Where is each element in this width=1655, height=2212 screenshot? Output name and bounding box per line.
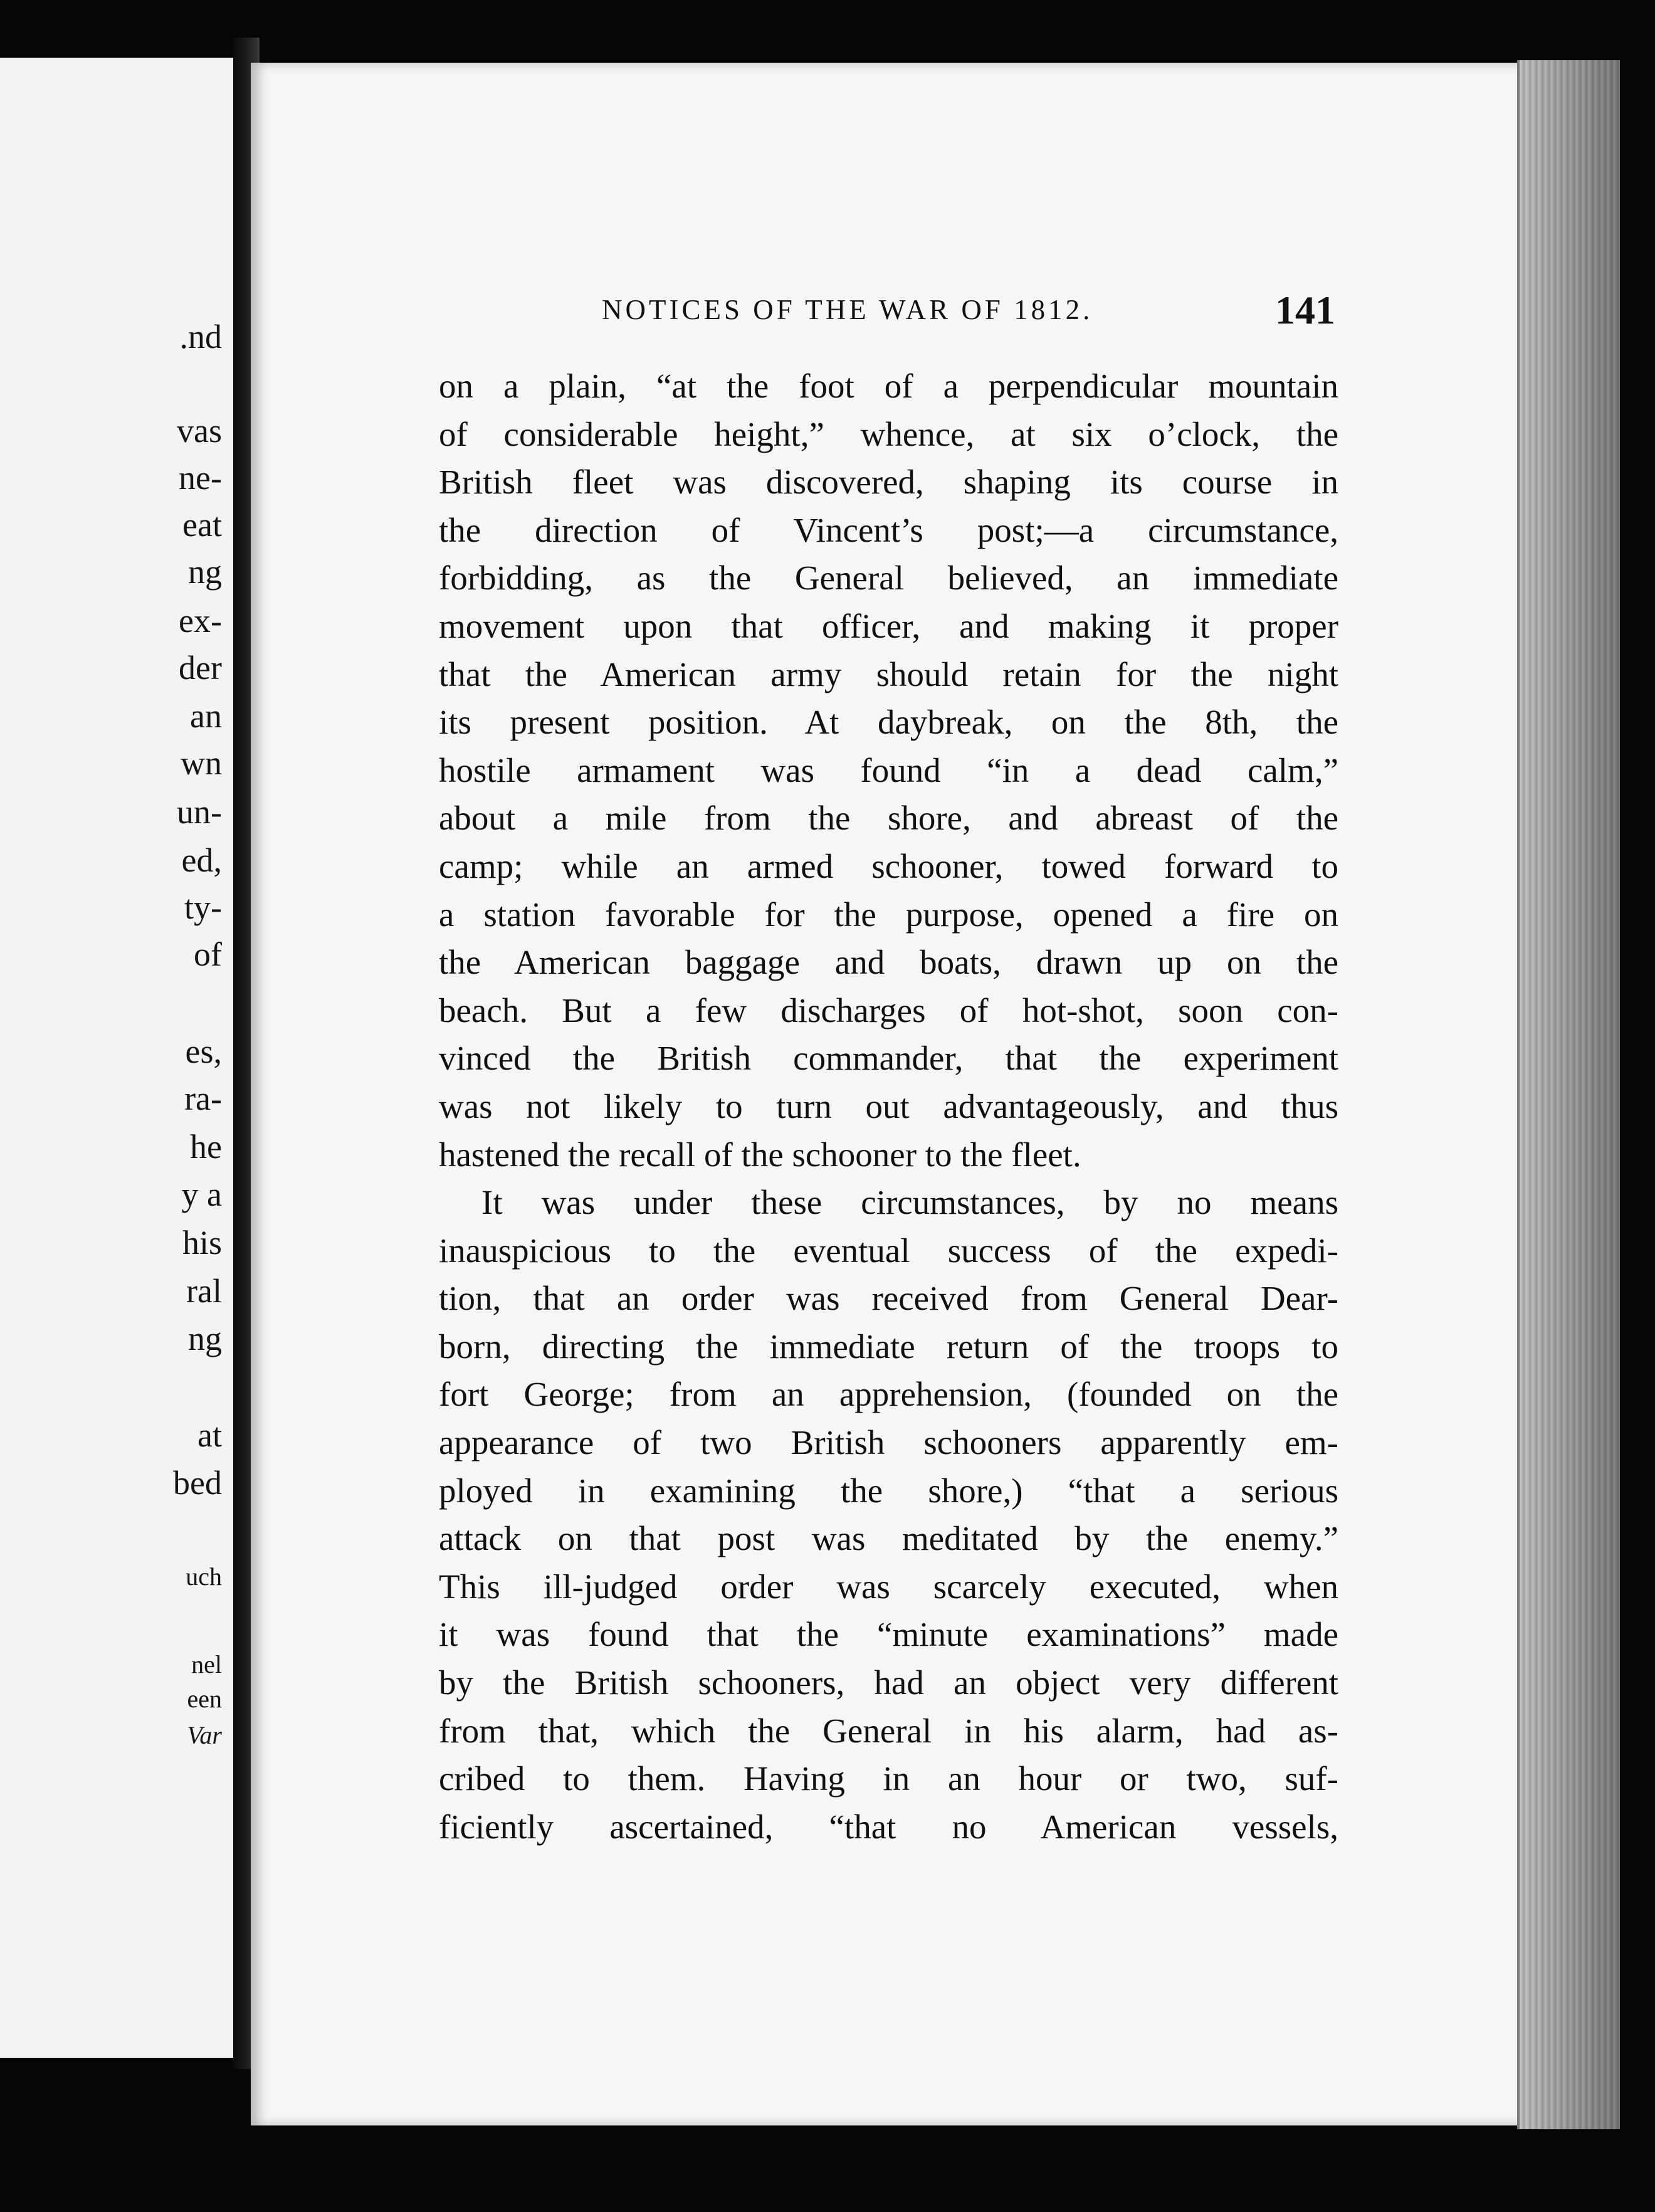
facing-page-fragment: .nd <box>179 318 222 356</box>
facing-page-fragment: der <box>179 649 222 687</box>
facing-page-fragment: his <box>182 1224 222 1261</box>
text-line: ficiently ascertained, “that no American vessels, <box>439 1807 1338 1846</box>
text-line: tion, that an order was received from General Dear- <box>439 1279 1338 1318</box>
text-line: ployed in examining the shore,) “that a serious <box>439 1471 1338 1510</box>
text-line: was not likely to turn out advantageously, and thus <box>439 1087 1338 1125</box>
text-line: on a plain, “at the foot of a perpendicular mountain <box>439 367 1338 405</box>
page-number: 141 <box>1275 288 1335 332</box>
facing-page-fragment: ng <box>188 553 222 591</box>
facing-page-fragment: ty- <box>184 888 222 926</box>
facing-page-fragment: es, <box>185 1033 222 1070</box>
text-line: hastened the recall of the schooner to the fleet. <box>439 1135 1081 1174</box>
facing-page-fragment: ral <box>186 1272 222 1310</box>
text-line: a station favorable for the purpose, opened a fire on <box>439 895 1338 934</box>
facing-page-fragment: at <box>197 1416 222 1454</box>
facing-page-fragment: uch <box>186 1562 222 1591</box>
paragraph <box>439 1179 1338 1851</box>
facing-page-text-fragments <box>0 58 233 2058</box>
facing-page-fragment: ex- <box>179 602 222 640</box>
facing-page-fragment: vas <box>177 412 222 450</box>
text-line: forbidding, as the General believed, an immediate <box>439 559 1338 598</box>
text-line: This ill-judged order was scarcely executed, when <box>439 1567 1338 1606</box>
running-head <box>602 287 1335 337</box>
facing-page-left <box>0 58 237 2058</box>
text-line: cribed to them. Having in an hour or two, suf- <box>439 1759 1338 1798</box>
facing-page-fragment: ra- <box>184 1080 222 1117</box>
text-line: it was found that the “minute examinations” made <box>439 1615 1338 1654</box>
running-head-title: NOTICES OF THE WAR OF 1812. <box>602 294 1093 325</box>
text-line: vinced the British commander, that the experiment <box>439 1039 1338 1078</box>
facing-page-fragment: een <box>187 1685 222 1713</box>
text-line: appearance of two British schooners apparently em- <box>439 1423 1338 1462</box>
text-line: about a mile from the shore, and abreast of the <box>439 799 1338 838</box>
text-line: that the American army should retain for the night <box>439 655 1338 693</box>
facing-page-fragment: ed, <box>181 841 222 879</box>
text-line: It was under these circumstances, by no means <box>481 1183 1338 1222</box>
facing-page-fragment: bed <box>173 1464 222 1502</box>
facing-page-fragment: y a <box>181 1176 222 1213</box>
text-line: the American baggage and boats, drawn up on the <box>439 943 1338 982</box>
text-line: attack on that post was meditated by the enemy.” <box>439 1519 1338 1558</box>
text-line: movement upon that officer, and making it proper <box>439 606 1338 645</box>
facing-page-fragment: nel <box>191 1650 222 1678</box>
text-line: inauspicious to the eventual success of the expedi- <box>439 1231 1338 1270</box>
text-line: fort George; from an apprehension, (founded on the <box>439 1375 1338 1414</box>
text-line: born, directing the immediate return of the troops to <box>439 1327 1338 1366</box>
facing-page-fragment: ng <box>188 1320 222 1357</box>
text-line: its present position. At daybreak, on the 8th, the <box>439 703 1338 742</box>
facing-page-fragment: ne- <box>179 459 222 497</box>
body-text <box>439 362 1338 1851</box>
facing-page-fragment: un- <box>177 793 222 831</box>
text-line: the direction of Vincent’s post;—a circumstance, <box>439 510 1338 549</box>
facing-page-fragment: he <box>190 1128 222 1166</box>
facing-page-fragment: an <box>190 697 222 735</box>
text-line: from that, which the General in his alarm, had as- <box>439 1711 1338 1750</box>
facing-page-fragment: eat <box>182 506 222 544</box>
text-line: by the British schooners, had an object very different <box>439 1663 1338 1702</box>
text-line: British fleet was discovered, shaping its course in <box>439 463 1338 502</box>
paragraph <box>439 362 1338 1179</box>
text-line: of considerable height,” whence, at six o’clock, the <box>439 414 1338 453</box>
facing-page-fragment: wn <box>181 744 222 782</box>
page-edges <box>1517 60 1620 2129</box>
facing-page-fragment: Var <box>187 1721 222 1749</box>
facing-page-fragment: of <box>194 935 222 973</box>
text-line: hostile armament was found “in a dead calm,” <box>439 750 1338 789</box>
text-line: beach. But a few discharges of hot-shot, soon con- <box>439 991 1338 1030</box>
text-line: camp; while an armed schooner, towed forward to <box>439 846 1338 885</box>
